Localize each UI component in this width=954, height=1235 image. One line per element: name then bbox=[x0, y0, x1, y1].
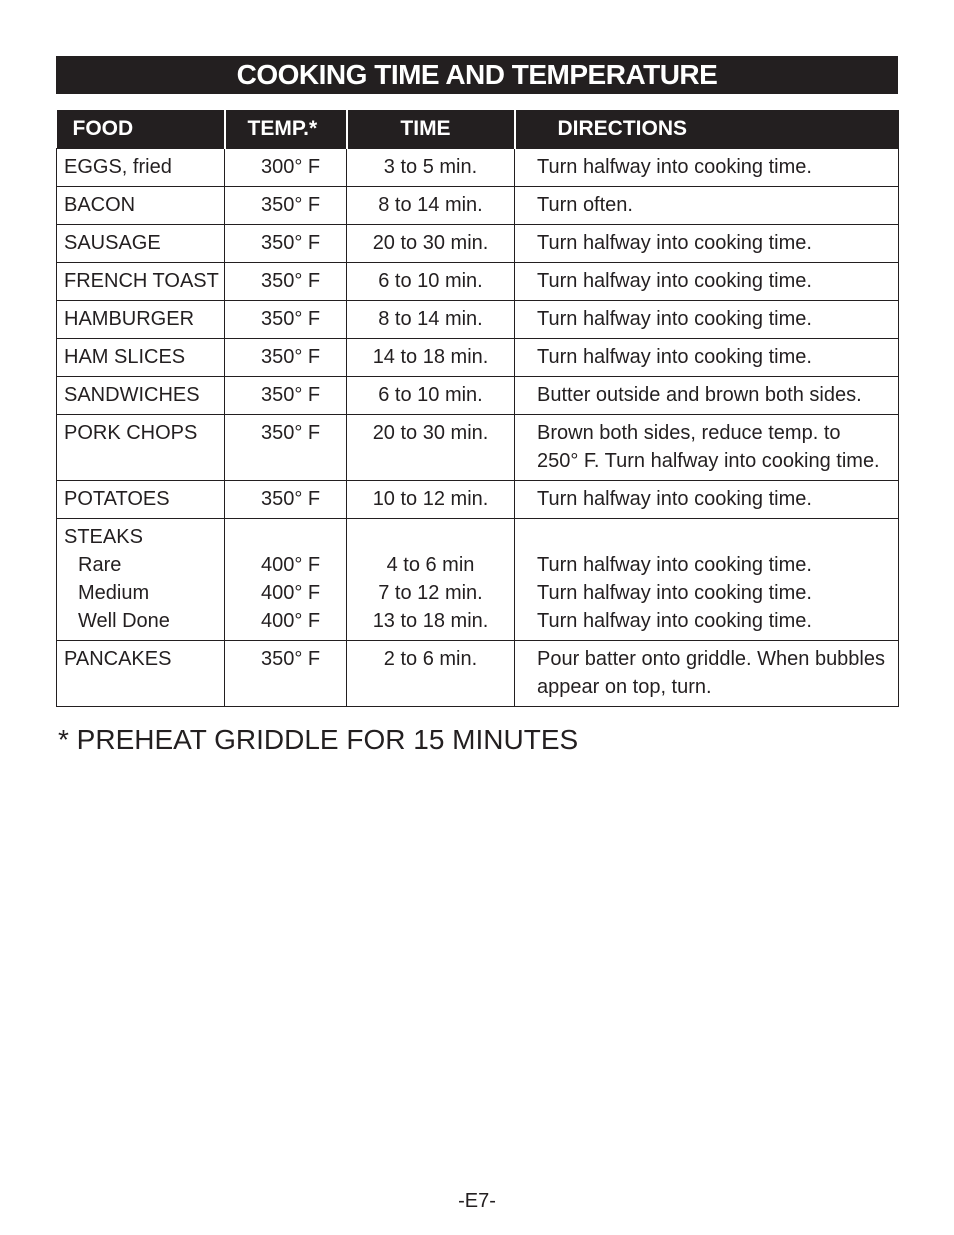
directions-cell-line: Turn often. bbox=[537, 194, 633, 216]
food-cell bbox=[57, 225, 225, 263]
food-cell-line: PANCAKES bbox=[64, 648, 172, 670]
temp-cell-line: 350° F bbox=[261, 346, 321, 368]
temp-cell-line bbox=[261, 523, 346, 551]
time-cell-line: 13 to 18 min. bbox=[372, 610, 489, 632]
temp-cell bbox=[225, 263, 347, 301]
food-cell bbox=[57, 481, 225, 519]
directions-cell bbox=[515, 481, 899, 519]
time-cell bbox=[347, 149, 515, 187]
time-cell bbox=[347, 519, 515, 641]
temp-cell-line: 400° F bbox=[261, 554, 321, 576]
time-cell-line: 8 to 14 min. bbox=[378, 308, 483, 330]
food-cell-line: Well Done bbox=[78, 610, 170, 632]
table-body bbox=[57, 149, 899, 707]
time-cell bbox=[347, 481, 515, 519]
temp-cell-line: 350° F bbox=[261, 232, 321, 254]
food-cell-line: EGGS, fried bbox=[64, 156, 172, 178]
table-row bbox=[57, 519, 899, 641]
temp-cell bbox=[225, 225, 347, 263]
table-row bbox=[57, 149, 899, 187]
time-cell bbox=[347, 641, 515, 707]
header-time: TIME bbox=[347, 110, 515, 149]
page-number: -E7- bbox=[458, 1190, 496, 1212]
time-cell-line: 8 to 14 min. bbox=[378, 194, 483, 216]
food-cell-line: POTATOES bbox=[64, 488, 170, 510]
food-cell-line: STEAKS bbox=[64, 526, 143, 548]
directions-cell bbox=[515, 301, 899, 339]
time-cell-line: 4 to 6 min bbox=[386, 554, 475, 576]
directions-cell bbox=[515, 339, 899, 377]
table-row bbox=[57, 225, 899, 263]
time-cell-line: 10 to 12 min. bbox=[372, 488, 489, 510]
temp-cell bbox=[225, 187, 347, 225]
directions-cell-line: Turn halfway into cooking time. bbox=[537, 488, 812, 510]
food-cell bbox=[57, 149, 225, 187]
time-cell-line: 6 to 10 min. bbox=[378, 384, 483, 406]
temp-cell-line: 350° F bbox=[261, 648, 321, 670]
table-row bbox=[57, 415, 899, 481]
directions-cell bbox=[515, 377, 899, 415]
header-temp: TEMP.* bbox=[225, 110, 347, 149]
food-cell bbox=[57, 415, 225, 481]
directions-cell-line: Turn halfway into cooking time. bbox=[537, 156, 812, 178]
food-cell-line: Rare bbox=[78, 554, 122, 576]
food-cell-line: HAMBURGER bbox=[64, 308, 195, 330]
table-row bbox=[57, 641, 899, 707]
temp-cell-line: 300° F bbox=[261, 156, 321, 178]
food-cell-line: SANDWICHES bbox=[64, 384, 200, 406]
time-cell bbox=[347, 377, 515, 415]
time-cell-line: 6 to 10 min. bbox=[378, 270, 483, 292]
food-cell bbox=[57, 339, 225, 377]
time-cell bbox=[347, 415, 515, 481]
temp-cell-line: 350° F bbox=[261, 270, 321, 292]
header-food: FOOD bbox=[57, 110, 225, 149]
cooking-table bbox=[56, 110, 899, 707]
time-cell-line: 7 to 12 min. bbox=[378, 582, 483, 604]
food-cell-line: Medium bbox=[78, 582, 150, 604]
time-cell bbox=[347, 187, 515, 225]
directions-cell-line: Brown both sides, reduce temp. to bbox=[537, 422, 841, 444]
temp-cell bbox=[225, 301, 347, 339]
directions-cell bbox=[515, 519, 899, 641]
time-cell-line: 2 to 6 min. bbox=[383, 648, 478, 670]
food-cell bbox=[57, 519, 225, 641]
food-cell-line: BACON bbox=[64, 194, 136, 216]
directions-cell-line: appear on top, turn. bbox=[537, 676, 712, 698]
temp-cell bbox=[225, 377, 347, 415]
table-row bbox=[57, 339, 899, 377]
directions-cell-line: Butter outside and brown both sides. bbox=[537, 384, 862, 406]
directions-cell bbox=[515, 225, 899, 263]
table-row bbox=[57, 263, 899, 301]
directions-cell-line: Pour batter onto griddle. When bubbles bbox=[537, 648, 885, 670]
table-row bbox=[57, 481, 899, 519]
food-cell-line: SAUSAGE bbox=[64, 232, 161, 254]
temp-cell-line: 350° F bbox=[261, 422, 321, 444]
temp-cell-line: 400° F bbox=[261, 582, 321, 604]
temp-cell-line: 400° F bbox=[261, 610, 321, 632]
directions-cell-line: 250° F. Turn halfway into cooking time. bbox=[537, 450, 880, 472]
directions-cell-line: Turn halfway into cooking time. bbox=[537, 346, 812, 368]
directions-cell-line: Turn halfway into cooking time. bbox=[537, 232, 812, 254]
directions-cell bbox=[515, 415, 899, 481]
temp-cell-line: 350° F bbox=[261, 488, 321, 510]
time-cell-line: 3 to 5 min. bbox=[383, 156, 478, 178]
time-cell-line: 14 to 18 min. bbox=[372, 346, 489, 368]
temp-cell-line: 350° F bbox=[261, 308, 321, 330]
food-cell-line: PORK CHOPS bbox=[64, 422, 198, 444]
table-header-row bbox=[57, 110, 899, 149]
directions-cell-line: Turn halfway into cooking time. bbox=[537, 582, 812, 604]
food-cell bbox=[57, 301, 225, 339]
table-row bbox=[57, 301, 899, 339]
table-row bbox=[57, 187, 899, 225]
temp-cell bbox=[225, 641, 347, 707]
directions-cell bbox=[515, 641, 899, 707]
food-cell-line: HAM SLICES bbox=[64, 346, 186, 368]
directions-cell-line: Turn halfway into cooking time. bbox=[537, 554, 812, 576]
temp-cell bbox=[225, 519, 347, 641]
preheat-footnote: * PREHEAT GRIDDLE FOR 15 MINUTES bbox=[58, 724, 579, 755]
time-cell bbox=[347, 225, 515, 263]
food-cell-line: FRENCH TOAST bbox=[64, 270, 219, 292]
food-cell bbox=[57, 641, 225, 707]
directions-cell-line: Turn halfway into cooking time. bbox=[537, 270, 812, 292]
food-cell bbox=[57, 187, 225, 225]
time-cell-line bbox=[347, 523, 514, 551]
temp-cell-line: 350° F bbox=[261, 194, 321, 216]
header-directions: DIRECTIONS bbox=[515, 110, 899, 149]
temp-cell bbox=[225, 339, 347, 377]
directions-cell bbox=[515, 263, 899, 301]
food-cell bbox=[57, 377, 225, 415]
directions-cell-line: Turn halfway into cooking time. bbox=[537, 308, 812, 330]
directions-cell-line bbox=[537, 523, 898, 551]
page-title: COOKING TIME AND TEMPERATURE bbox=[56, 56, 898, 94]
time-cell-line: 20 to 30 min. bbox=[372, 232, 489, 254]
time-cell-line: 20 to 30 min. bbox=[372, 422, 489, 444]
time-cell bbox=[347, 301, 515, 339]
temp-cell bbox=[225, 149, 347, 187]
temp-cell bbox=[225, 415, 347, 481]
directions-cell bbox=[515, 149, 899, 187]
table-row bbox=[57, 377, 899, 415]
directions-cell-line: Turn halfway into cooking time. bbox=[537, 610, 812, 632]
food-cell bbox=[57, 263, 225, 301]
temp-cell bbox=[225, 481, 347, 519]
time-cell bbox=[347, 339, 515, 377]
temp-cell-line: 350° F bbox=[261, 384, 321, 406]
directions-cell bbox=[515, 187, 899, 225]
time-cell bbox=[347, 263, 515, 301]
